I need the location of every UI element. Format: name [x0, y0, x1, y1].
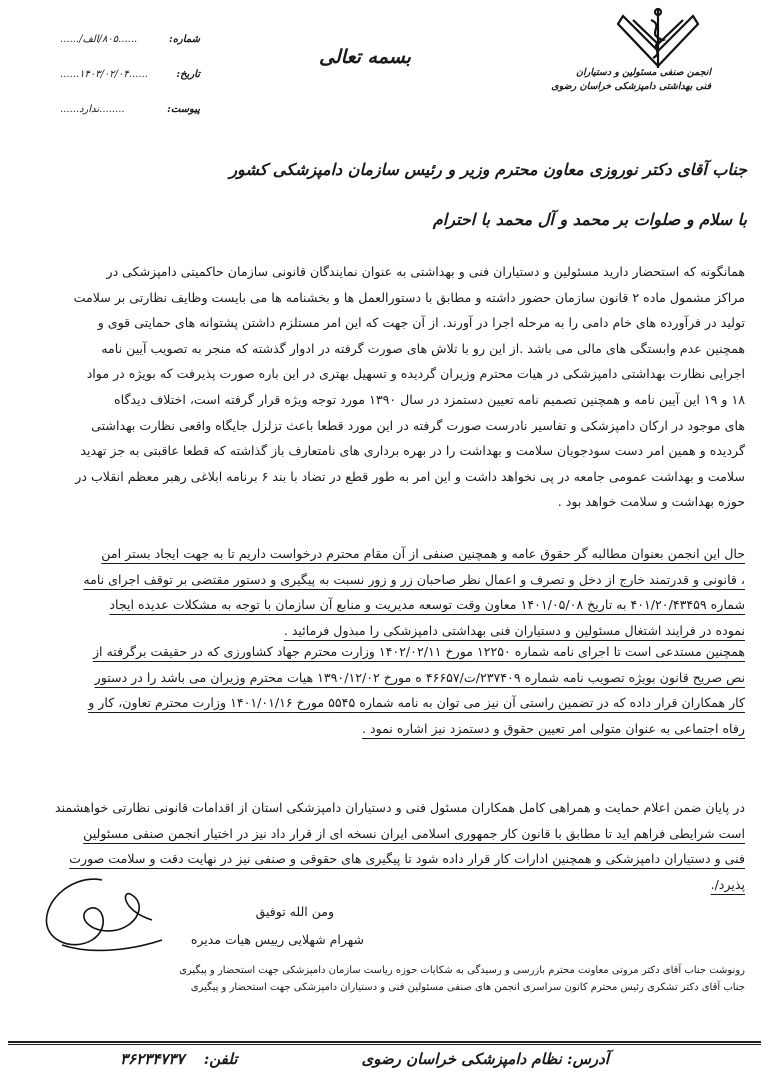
letter-attachment-row [60, 92, 200, 127]
paragraph-line: همانگونه که استحضار دارید مسئولین و دستیاران فنی و بهداشتی به عنوان نمایندگان قانونی سازمان حاکمیتی دامپزشکی در [106, 264, 745, 279]
paragraph-line: کار همکاران قرار داده که در تضمین راستی آن نیز می توان به نامه شماره ۵۵۴۵ مورخ ۱۴۰۱/۰۱/۱۶ وزارت محترم تعاون، کار و [88, 695, 745, 711]
paragraph-line: تولید در فرآورده های خام دامی را به مرحله اجرا در آورند. از آن جهت که این امر مستلزم داشتن پشتوانه های حمایتی قوی و [97, 315, 745, 331]
cc-line: رونوشت جناب آقای دکتر مروتی معاونت محترم بازرسی و رسیدگی به شکایات حوزه ریاست سازمان دامپزشکی جهت استحضار و پیگیری [179, 965, 745, 976]
paragraph-line: ، قانونی و قدرتمند خارج از دخل و تصرف و اعمال نظر صاحبان زر و زور نسبت به پیگیری و دستور مقتضی بر توقف اجرای نامه [83, 571, 745, 587]
paragraph-line: نموده در فرایند اشتغال مسئولین و دستیاران فنی بهداشتی دامپزشکی را مبذول فرمائید . [283, 622, 745, 638]
handwritten-signature-icon [32, 870, 172, 960]
attachment-label: پیوست: [167, 104, 200, 115]
paragraph-line: رفاه اجتماعی به عنوان متولی امر تعیین حقوق و دستمزد نیز اشاره نمود . [361, 720, 745, 736]
paragraph-line: ۱۸ و ۱۹ این آیین نامه و همچنین تصمیم نامه تعیین دستمزد در سال ۱۳۹۰ مورد توجه ویژه قرار گرفته است، اختلاف دیدگاه [114, 391, 745, 407]
paragraph-2 [23, 541, 745, 643]
org-name-line-2: فنی بهداشتی دامپزشکی خراسان رضوی [551, 81, 711, 92]
paragraph-line: همچنین مستدعی است تا اجرای نامه شماره ۱۲۲۵۰ مورخ ۱۴۰۲/۰۲/۱۱ وزارت محترم جهاد کشاورزی که در حقیقت برگرفته از [92, 644, 745, 659]
date-value: ......۱۴۰۳/۰۲/۰۴...... [60, 69, 148, 80]
salutation: با سلام و صلوات بر محمد و آل محمد با احترام [432, 210, 747, 229]
paragraph-line: حال این انجمن بعنوان مطالبه گر حقوق عامه و همچنین صنفی از آن مقام محترم درخواست داریم تا به جهت ایجاد بستر امن [101, 546, 745, 561]
number-value: ......۸۰۵/الف/...... [60, 34, 138, 45]
organization-name [531, 66, 711, 94]
paragraph-line: حوزه بهداشت و سلامت خواهد بود . [557, 494, 745, 510]
footer-divider-thin [8, 1044, 761, 1045]
paragraph-line: در پایان ضمن اعلام حمایت و همراهی کامل همکاران مسئول فنی و دستیاران دامپزشکی استان از اقدامات قانونی نظارتی خواهشمند [54, 800, 745, 815]
carbon-copy-list [35, 962, 745, 996]
attachment-value: ........ندارد...... [60, 104, 125, 115]
addressee: جناب آقای دکتر نوروزی معاون محترم وزیر و رئیس سازمان دامپزشکی کشور [229, 160, 747, 179]
org-name-line-1: انجمن صنفی مسئولین و دستیاران [576, 67, 711, 78]
date-label: تاریخ: [176, 69, 200, 80]
paragraph-line: شماره ۴۰۱/۲۰/۴۳۴۵۹ به تاریخ ۱۴۰۱/۰۵/۰۸ معاون وقت توسعه مدیریت و منابع آن سازمان با توجه به مشکلات عدیده ایجاد [109, 597, 745, 613]
signer-name: شهرام شهلایی رییس هیات مدیره [190, 932, 364, 947]
closing-block [164, 898, 364, 954]
letter-date-row [60, 57, 200, 92]
cc-line: جناب آقای دکتر تشکری رئیس محترم کانون سراسری انجمن های صنفی مسئولین فنی و دستیاران دامپزشکی جهت استحضار و پیگیری [190, 982, 745, 993]
paragraph-line: سلامت و بهداشت عمومی جامعه در پی نخواهد داشت و این امر به طور قطع در تضاد با بند ۶ برنامه ابلاغی رهبر معظم انقلاب در [75, 468, 745, 484]
paragraph-3 [23, 639, 745, 741]
paragraph-line: اجرایی نظارت بهداشتی دامپزشکی در هیات محترم وزیران گردیده و تسهیل بهتری در این باره صورت پذیرفت که بویژه در مواد [86, 366, 745, 382]
paragraph-line: گردیده و همین امر دست سودجویان سلامت و بهداشت را در بهره برداری های نامتعارف باز گذاشته که قطعا عاقبتی به جز تهدید [80, 443, 745, 459]
closing-phrase: ومن الله توفیق [255, 904, 334, 919]
paragraph-line: فنی و دستیاران دامپزشکی و همچنین ادارات کار قرار داده شود تا پیگیری های حقوقی و صنفی نیز در نهایت دقت و سلامت صورت [69, 851, 745, 867]
paragraph-line: های موجود در ارکان دامپزشکی و تفاسیر نادرست صورت گرفته در این مورد قطعا باعث تزلزل جایگاه واقعی نظارت بهداشتی [91, 417, 745, 433]
number-label: شماره: [169, 34, 200, 45]
paragraph-1 [23, 259, 745, 515]
paragraph-line: مراکز مشمول ماده ۲ قانون سازمان حضور داشته و مطابق با دستورالعمل ها و بخشنامه ها می بایست وظایف نظارتی بر سلامت [73, 289, 745, 305]
paragraph-line: است شرایطی فراهم اید تا مطابق با قانون کار جمهوری اسلامی ایران نسخه ای از قرار داد نیز در اختیار انجمن صنفی مسئولین [83, 825, 745, 841]
paragraph-line: نص صریح قانون بویژه تصویب نامه شماره ۲۳۷۴۰۹/ت/۴۶۶۵۷ ه مورخ ۱۳۹۰/۱۲/۰۲ هیات محترم وزیران می باشد را در دستور [94, 669, 745, 685]
paragraph-line: پذیرد/. [710, 876, 745, 892]
telephone-number: ۳۶۲۳۴۷۳۷ [120, 1050, 185, 1068]
letter-number-row [60, 22, 200, 57]
footer-address: آدرس: نظام دامپزشکی خراسان رضوی [361, 1050, 609, 1068]
bismillah-heading: بسمه تعالی [319, 46, 411, 68]
letter-meta [60, 22, 200, 127]
paragraph-line: همچنین عدم وابستگی های مالی می باشد .از این رو با تلاش های صورت گرفته در ادوار گذشته که منجر به تصویب آیین نامه [101, 340, 745, 356]
telephone-label: تلفن: [203, 1050, 238, 1068]
footer-divider [8, 1041, 761, 1043]
footer-telephone [120, 1050, 237, 1068]
